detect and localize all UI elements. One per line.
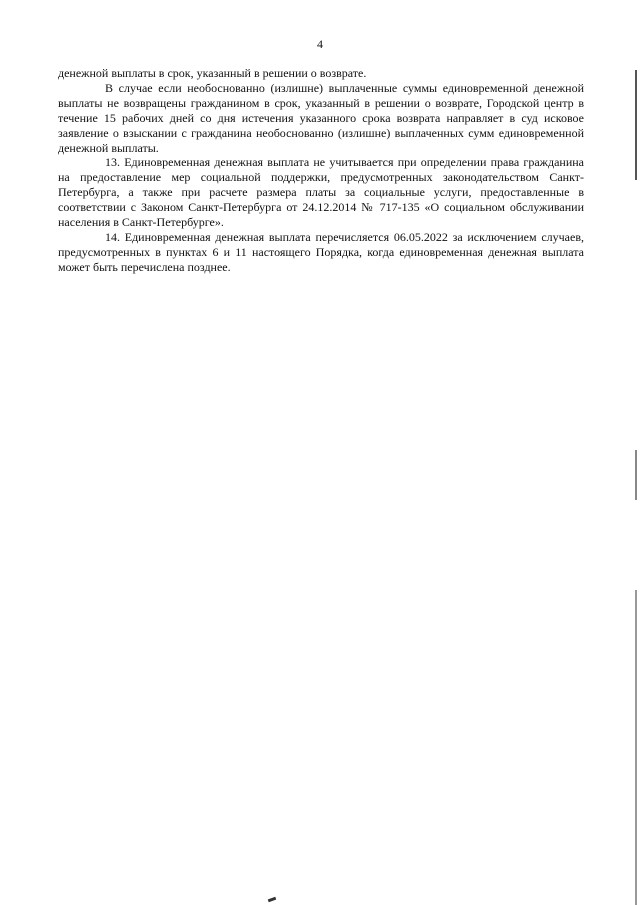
paragraph-item-14: 14. Единовременная денежная выплата перечисляется 06.05.2022 за исключением случаев, предусмотренных в пунктах 6 и 11 настоящего Порядка, когда единовременная денежная выплата может быть перечислена позднее. bbox=[58, 229, 584, 274]
page-number: 4 bbox=[317, 37, 323, 51]
document-body bbox=[58, 66, 584, 275]
scan-edge-artifact bbox=[635, 70, 637, 180]
paragraph-refund-lawsuit: В случае если необоснованно (излишне) выплаченные суммы единовременной денежной выплаты не возвращены гражданином в срок, указанный в решении о возврате, Городской центр в течение 15 рабочих дней со дня истечения указанного срока возврата направляет в суд исковое заявление о взыскании с гражданина необоснованно (излишне) выплаченных сумм единовременной денежной выплаты. bbox=[58, 80, 584, 155]
paragraph-continuation: денежной выплаты в срок, указанный в решении о возврате. bbox=[58, 66, 367, 80]
paragraph-item-13: 13. Единовременная денежная выплата не учитывается при определении права гражданина на предоставление мер социальной поддержки, предусмотренных законодательством Санкт-Петербурга, а также при расчете размера платы за социальные услуги, предоставленные в соответствии с Законом Санкт-Петербурга от 24.12.2014 № 717-135 «О социальном обслуживании населения в Санкт-Петербурге». bbox=[58, 155, 584, 230]
scan-smudge-mark bbox=[268, 897, 277, 903]
scan-edge-artifact bbox=[635, 450, 637, 500]
scan-edge-artifact bbox=[635, 590, 637, 905]
